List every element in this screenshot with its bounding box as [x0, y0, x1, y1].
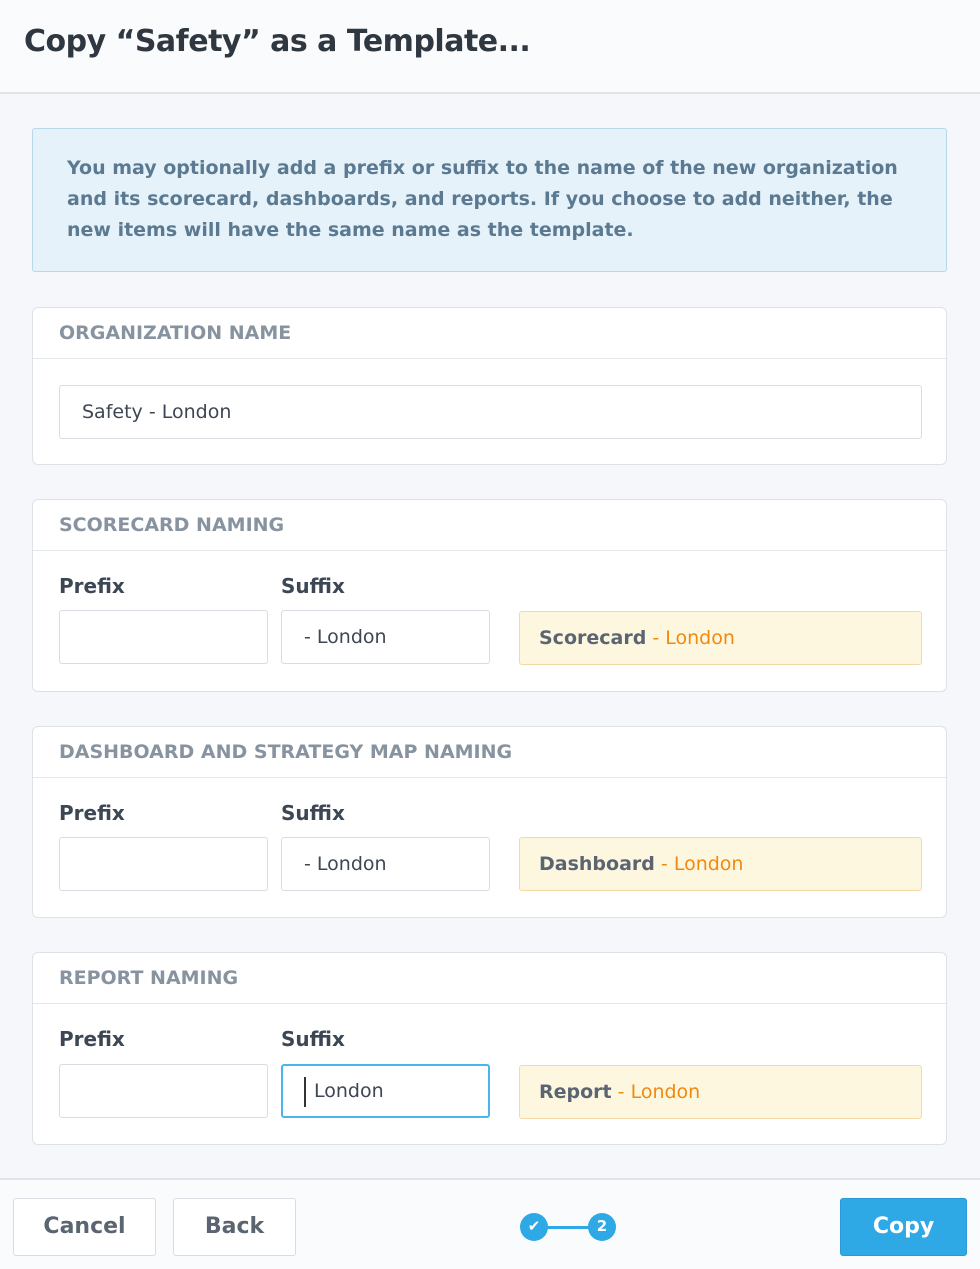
- section-heading: DASHBOARD AND STRATEGY MAP NAMING: [33, 727, 946, 778]
- info-message: You may optionally add a prefix or suffix to the name of the new organization and its scorecard, dashboards, and reports. If you choose to add neither, the new items will have the same name as the template.: [32, 128, 947, 272]
- preview-suffix: - London: [617, 1081, 701, 1103]
- preview-suffix: - London: [652, 627, 735, 649]
- back-button[interactable]: Back: [173, 1198, 296, 1256]
- cancel-button[interactable]: Cancel: [13, 1198, 156, 1256]
- report-name-preview: [519, 1065, 922, 1119]
- prefix-label: Prefix: [59, 801, 125, 825]
- preview-suffix: - London: [660, 853, 744, 875]
- dialog-footer: [0, 1178, 980, 1269]
- report-suffix-input[interactable]: [281, 1064, 490, 1118]
- suffix-label: Suffix: [281, 574, 345, 598]
- report-suffix-value: London: [314, 1080, 384, 1102]
- report-prefix-input[interactable]: [59, 1064, 268, 1118]
- dialog-title: Copy “Safety” as a Template...: [24, 24, 531, 59]
- scorecard-suffix-input[interactable]: - London: [281, 610, 490, 664]
- section-heading: ORGANIZATION NAME: [33, 308, 946, 359]
- dashboard-name-preview: [519, 837, 922, 891]
- prefix-label: Prefix: [59, 574, 125, 598]
- section-heading: SCORECARD NAMING: [33, 500, 946, 551]
- organization-name-section: [32, 307, 947, 465]
- step-2-indicator: 2: [588, 1213, 616, 1241]
- preview-base: Dashboard: [539, 853, 655, 875]
- scorecard-naming-section: [32, 499, 947, 692]
- suffix-label: Suffix: [281, 1027, 345, 1051]
- dashboard-naming-section: [32, 726, 947, 918]
- scorecard-prefix-input[interactable]: [59, 610, 268, 664]
- step-connector: [546, 1226, 590, 1229]
- prefix-label: Prefix: [59, 1027, 125, 1051]
- text-caret: [304, 1077, 306, 1107]
- step-1-check-icon: ✔: [520, 1213, 548, 1241]
- scorecard-name-preview: [519, 611, 922, 665]
- dashboard-prefix-input[interactable]: [59, 837, 268, 891]
- copy-button[interactable]: Copy: [840, 1198, 967, 1256]
- dashboard-suffix-input[interactable]: - London: [281, 837, 490, 891]
- dialog-header: [0, 0, 980, 94]
- report-naming-section: [32, 952, 947, 1145]
- suffix-label: Suffix: [281, 801, 345, 825]
- organization-name-input[interactable]: Safety - London: [59, 385, 922, 439]
- preview-base: Scorecard: [539, 627, 647, 649]
- preview-base: Report: [539, 1081, 612, 1103]
- section-heading: REPORT NAMING: [33, 953, 946, 1004]
